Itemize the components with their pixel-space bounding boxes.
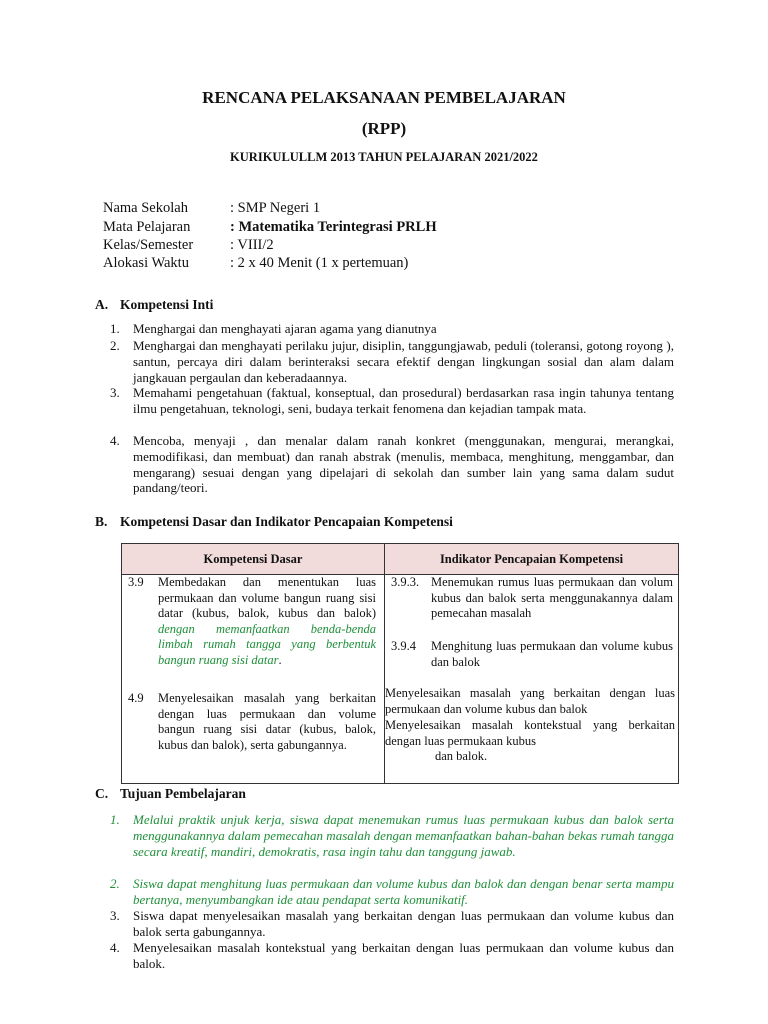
section-letter: B.	[95, 514, 108, 529]
kd-text	[158, 575, 376, 668]
section-b-heading	[95, 514, 453, 530]
competency-table	[121, 543, 679, 784]
section-title: Kompetensi Inti	[120, 297, 214, 312]
list-text: Melalui praktik unjuk kerja, siswa dapat menemukan rumus luas permukaan kubus dan balok serta menggunakannya dalam pemecahan masalah dengan memanfaatkan bahan-bahan bekas rumah tangga secara kreatif, mandiri, demokratis, rasa ingin tahu dan tanggung jawab.	[133, 812, 674, 859]
identity-value: : SMP Negeri 1	[230, 200, 321, 216]
list-item	[110, 338, 674, 386]
identity-label: Nama Sekolah	[103, 200, 188, 216]
indicator-text-end: dan balok.	[435, 749, 488, 763]
identity-value: : VIII/2	[230, 237, 274, 253]
table-header: Indikator Pencapaian Kompetensi	[385, 544, 679, 575]
indicator-text: Menemukan rumus luas permukaan dan volum kubus dan balok serta menggunakannya dalam pemecahan masalah	[431, 575, 673, 620]
list-item	[110, 385, 674, 433]
indicator-number: 3.9.4	[391, 639, 416, 653]
list-number: 3.	[110, 385, 120, 400]
list-number: 3.	[110, 908, 120, 923]
identity-row-class	[103, 237, 274, 254]
indicator-number: 3.9.3.	[391, 575, 420, 589]
identity-row-school	[103, 200, 321, 217]
indicator-text: Menyelesaikan masalah yang berkaitan dengan luas permukaan dan volume kubus dan balok	[385, 686, 675, 716]
list-text: Siswa dapat menghitung luas permukaan dan volume kubus dan balok dan dengan benar serta mampu bertanya, menyumbangkan ide atau pendapat serta komunikatif.	[133, 876, 674, 907]
list-item	[110, 321, 674, 337]
list-text: Menghargai dan menghayati ajaran agama yang dianutnya	[133, 321, 437, 336]
identity-label: Kelas/Semester	[103, 237, 194, 253]
identity-row-time	[103, 255, 409, 272]
list-number: 4.	[110, 940, 120, 955]
list-text: Menyelesaikan masalah kontekstual yang berkaitan dengan luas permukaan dan volume kubus dan balok.	[133, 940, 674, 971]
list-number: 2.	[110, 338, 120, 353]
kd-text-green: dengan memanfaatkan benda-benda limbah rumah tangga yang berbentuk bangun ruang sisi datar	[158, 621, 376, 667]
identity-label: Alokasi Waktu	[103, 255, 189, 271]
list-number: 1.	[110, 321, 120, 336]
document-title: RENCANA PELAKSANAAN PEMBELAJARAN	[202, 88, 566, 107]
identity-value: : 2 x 40 Menit (1 x pertemuan)	[230, 255, 409, 271]
list-item	[110, 876, 674, 908]
kd-number: 4.9	[128, 691, 144, 705]
list-item	[110, 908, 674, 940]
section-letter: A.	[95, 297, 109, 312]
list-text: Menghargai dan menghayati perilaku jujur, disiplin, tanggungjawab, peduli (toleransi, gotong royong ), santun, percaya diri dalam berinteraksi secara efektif dengan lingkungan sosial dan alam dalam jangkauan pergaulan dan keberadaannya.	[133, 338, 674, 385]
identity-row-subject	[103, 219, 437, 236]
table-header-row	[122, 544, 679, 575]
list-item	[110, 812, 674, 876]
list-number: 1.	[110, 812, 120, 827]
table-row	[122, 575, 679, 784]
kd-text: Menyelesaikan masalah yang berkaitan dengan luas permukaan dan volume bangun ruang sisi datar (kubus, balok, kubus dan balok), serta gabungannya.	[158, 691, 376, 752]
list-text: Memahami pengetahuan (faktual, konseptual, dan prosedural) berdasarkan rasa ingin tahunya tentang ilmu pengetahuan, teknologi, seni, budaya terkait fenomena dan kejadian tampak mata.	[133, 385, 674, 416]
list-text: Mencoba, menyaji , dan menalar dalam ranah konkret (menggunakan, mengurai, merangkai, memodifikasi, dan membuat) dan ranah abstrak (menulis, membaca, menghitung, menggambar, dan mengarang) sesuai dengan yang dipelajari di sekolah dan sumber lain yang sama dalam sudut pandang/teori.	[133, 433, 674, 496]
list-item	[110, 940, 674, 972]
table-cell-kd	[122, 575, 385, 784]
curriculum-line: KURIKULULLM 2013 TAHUN PELAJARAN 2021/2022	[230, 150, 538, 164]
kd-text-end: .	[278, 652, 282, 667]
document-subtitle: (RPP)	[361, 119, 407, 138]
identity-value: : Matematika Terintegrasi PRLH	[230, 219, 437, 235]
section-title: Kompetensi Dasar dan Indikator Pencapaian Kompetensi	[120, 514, 453, 529]
kd-text-plain: Membedakan dan menentukan luas permukaan dan volume bangun ruang sisi datar (kubus, balok, kubus dan balok)	[158, 575, 376, 620]
section-title: Tujuan Pembelajaran	[120, 786, 246, 801]
indicator-text: Menghitung luas permukaan dan volume kubus dan balok	[431, 639, 673, 669]
indicator-text: Menyelesaikan masalah kontekstual yang berkaitan dengan luas permukaan kubus	[385, 718, 675, 748]
list-item	[110, 433, 674, 497]
section-a-heading	[95, 297, 213, 313]
table-header: Kompetensi Dasar	[122, 544, 385, 575]
list-number: 2.	[110, 876, 120, 891]
identity-label: Mata Pelajaran	[103, 219, 191, 235]
section-letter: C.	[95, 786, 109, 801]
table-cell-indicator	[385, 575, 679, 784]
list-number: 4.	[110, 433, 120, 448]
section-c-heading	[95, 786, 246, 802]
kd-number: 3.9	[128, 575, 144, 589]
list-text: Siswa dapat menyelesaikan masalah yang berkaitan dengan luas permukaan dan volume kubus dan balok serta gabungannya.	[133, 908, 674, 939]
